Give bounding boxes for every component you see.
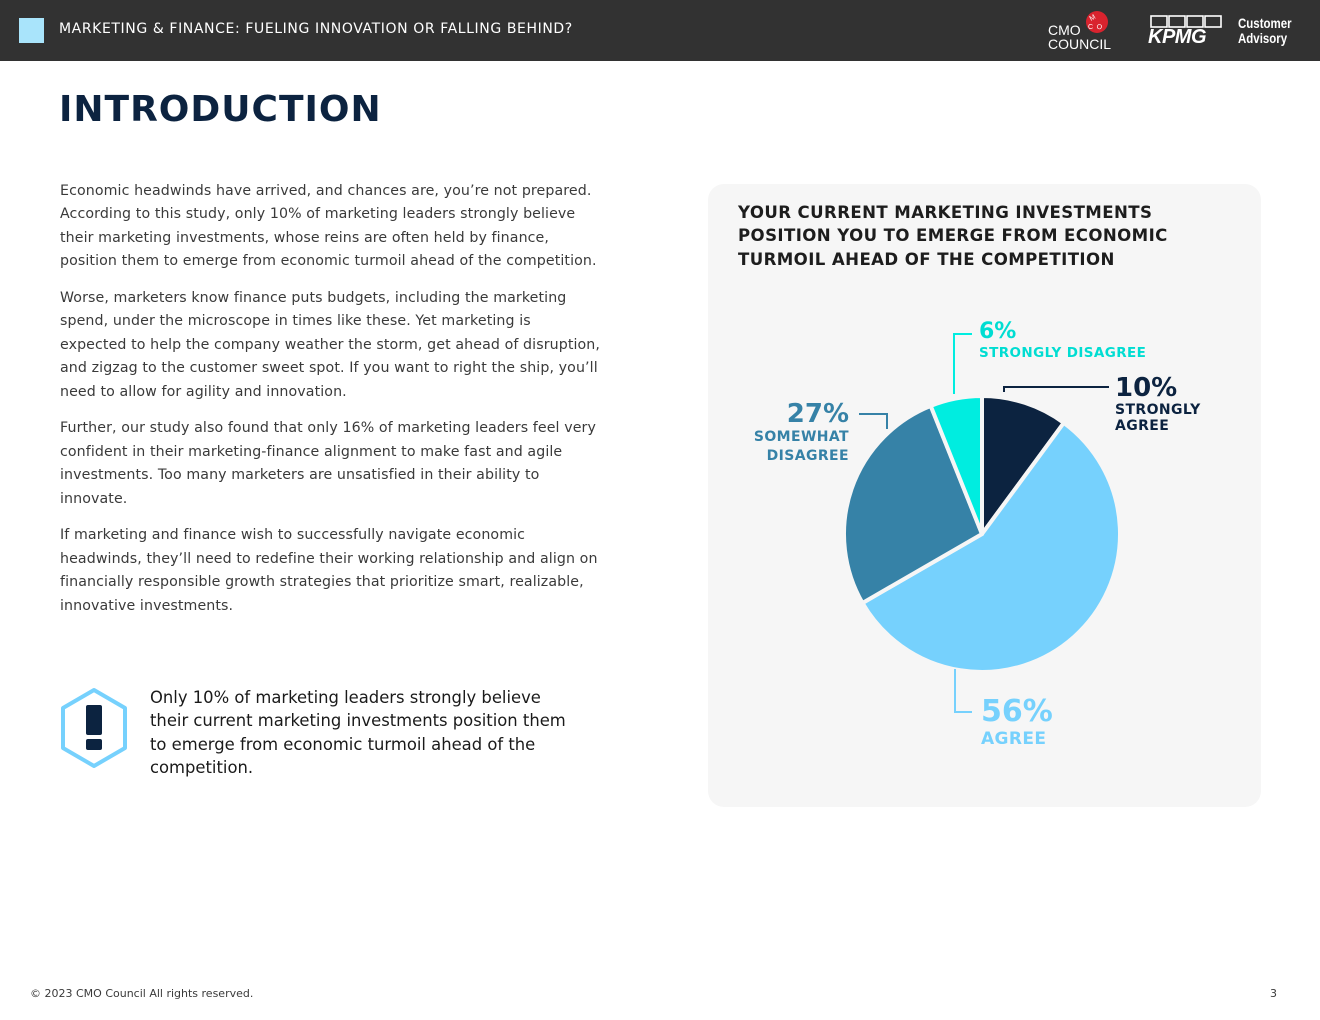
customer-advisory-line1: Customer bbox=[1238, 15, 1292, 31]
page-title: INTRODUCTION bbox=[59, 89, 382, 130]
label-strongly-agree bbox=[1115, 374, 1201, 434]
leader-line-agree bbox=[955, 669, 972, 712]
body-text bbox=[60, 180, 600, 631]
label-agree bbox=[981, 696, 1053, 750]
header-bar bbox=[0, 0, 1320, 61]
svg-text:O: O bbox=[1095, 23, 1103, 32]
customer-advisory-line2: Advisory bbox=[1238, 30, 1288, 46]
slice-category: AGREE bbox=[981, 729, 1047, 749]
header-title: MARKETING & FINANCE: FUELING INNOVATION OR FALLING BEHIND? bbox=[59, 21, 573, 37]
paragraph: Worse, marketers know finance puts budgets, including the marketing spend, under the microscope in times like these. Yet marketing is expected to help the company weather the storm, get ahead of disruption, and zigzag to the customer sweet spot. If you want to right the ship, you’ll need to allow for agility and innovation. bbox=[60, 290, 601, 400]
footer-copyright: © 2023 CMO Council All rights reserved. bbox=[30, 987, 254, 1000]
callout-text: Only 10% of marketing leaders strongly believe their current marketing investments position them to emerge from economic turmoil ahead of the competition. bbox=[150, 688, 566, 778]
kpmg-logo-text: KPMG bbox=[1148, 26, 1206, 48]
exclamation-hexagon-icon bbox=[58, 687, 130, 769]
paragraph: If marketing and finance wish to successfully navigate economic headwinds, they’ll need to redefine their working relationship and align on financially responsible growth strategies that prioritize smart, realizable, innovative investments. bbox=[60, 527, 598, 614]
slice-percent: 56% bbox=[981, 694, 1053, 729]
cmo-council-logo bbox=[1047, 10, 1113, 54]
kpmg-logo bbox=[1148, 14, 1222, 48]
slice-percent: 10% bbox=[1115, 373, 1178, 403]
leader-line-strongly-disagree bbox=[954, 334, 972, 394]
slice-category: DISAGREE bbox=[766, 448, 849, 464]
cmo-council-logo-text: CMO COUNCIL bbox=[1048, 22, 1112, 52]
svg-text:C: C bbox=[1088, 24, 1094, 31]
paragraph: Further, our study also found that only 16% of marketing leaders feel very confident in their marketing-finance alignment to make fast and agile investments. Too many marketers are unsatisfied in their ability to innovate. bbox=[60, 420, 596, 507]
label-somewhat-disagree bbox=[700, 400, 849, 466]
header-accent-square bbox=[19, 18, 44, 43]
slice-category: AGREE bbox=[1115, 418, 1170, 434]
leader-line-strongly-agree bbox=[1004, 387, 1109, 392]
svg-text:M: M bbox=[1088, 13, 1098, 23]
paragraph: Economic headwinds have arrived, and chances are, you’re not prepared. According to this study, only 10% of marketing leaders strongly believe their marketing investments, whose reins are often held by finance, position them to emerge from economic turmoil ahead of the competition. bbox=[60, 183, 597, 270]
chart-title: YOUR CURRENT MARKETING INVESTMENTS POSITION YOU TO EMERGE FROM ECONOMIC TURMOIL AHEAD OF THE COMPETITION bbox=[738, 203, 1168, 269]
slice-category: SOMEWHAT bbox=[753, 429, 849, 445]
label-strongly-disagree bbox=[979, 319, 1146, 361]
slice-percent: 6% bbox=[979, 319, 1017, 344]
slice-category: STRONGLY bbox=[1115, 402, 1201, 418]
slice-percent: 27% bbox=[786, 399, 849, 429]
leader-line-somewhat-disagree bbox=[859, 414, 887, 429]
slice-category: STRONGLY DISAGREE bbox=[979, 345, 1147, 361]
page-number: 3 bbox=[1270, 987, 1277, 1000]
customer-advisory-logo bbox=[1238, 16, 1292, 46]
